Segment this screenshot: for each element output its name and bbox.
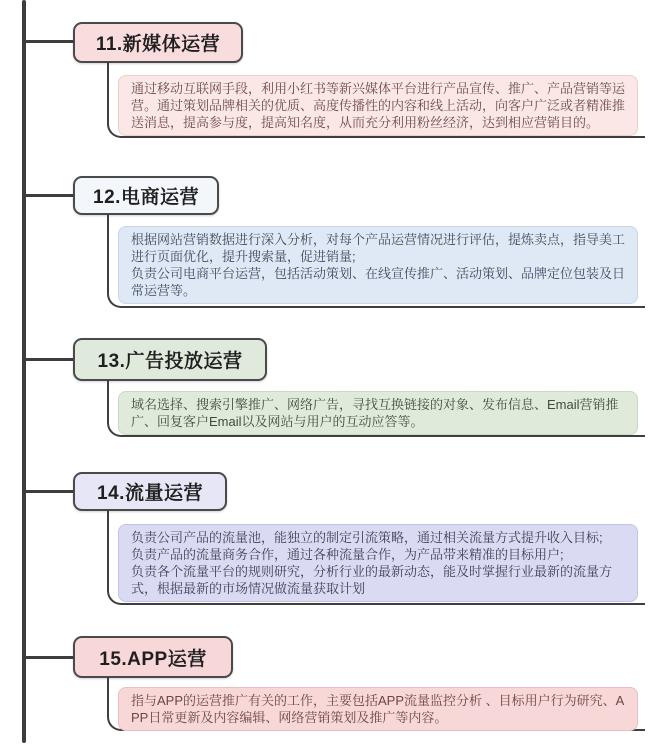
node-description-11[interactable] <box>118 75 638 136</box>
branch-line <box>24 656 77 659</box>
node-title-label: 11.新媒体运营 <box>95 34 221 55</box>
branch-line <box>24 194 77 197</box>
description-paragraph: 负责产品的流量商务合作，通过各种流量合作，为产品带来精准的目标用户; <box>131 547 564 562</box>
node-description-13[interactable] <box>118 391 638 435</box>
node-title-13[interactable] <box>73 338 267 381</box>
branch-line <box>24 358 77 361</box>
description-paragraph: 负责各个流量平台的规则研究，分析行业的最新动态，能及时掌握行业最新的流量方式，根据最新的市场情况做流量获取计划 <box>131 564 613 596</box>
description-paragraph: 域名选择、搜索引擎推广、网络广告，寻找互换链接的对象、发布信息、Email营销推广、回复客户Email以及网站与用户的互动应答等。 <box>131 397 619 429</box>
branch-line <box>24 40 77 43</box>
node-description-12[interactable] <box>118 226 638 304</box>
node-description-15[interactable] <box>118 687 638 731</box>
description-paragraph: 负责公司电商平台运营，包括活动策划、在线宣传推广、活动策划、品牌定位包装及日常运营等。 <box>131 266 626 298</box>
description-paragraph: 指与APP的运营推广有关的工作，主要包括APP流量监控分析 、目标用户行为研究、APP日常更新及内容编辑、网络营销策划及推广等内容。 <box>131 693 625 725</box>
node-title-12[interactable] <box>73 176 219 215</box>
node-title-label: 13.广告投放运营 <box>97 351 243 372</box>
node-title-label: 15.APP运营 <box>99 648 207 670</box>
node-title-11[interactable] <box>73 22 243 63</box>
description-paragraph: 通过移动互联网手段，利用小红书等新兴媒体平台进行产品宣传、推广、产品营销等运营。通过策划品牌相关的优质、高度传播性的内容和线上活动，向客户广泛或者精准推送消息，提高参与度，提高知名度，从而充分利用粉丝经济，达到相应营销目的。 <box>131 81 626 130</box>
branch-line <box>24 490 77 493</box>
description-paragraph: 负责公司产品的流量池，能独立的制定引流策略，通过相关流量方式提升收入目标; <box>131 530 603 545</box>
node-title-label: 14.流量运营 <box>97 483 203 504</box>
node-title-label: 12.电商运营 <box>93 187 199 208</box>
description-paragraph: 根据网站营销数据进行深入分析，对每个产品运营情况进行评估，提炼卖点，指导美工进行页面优化，提升搜索量，促进销量; <box>131 232 626 264</box>
node-description-14[interactable] <box>118 524 638 602</box>
trunk-line <box>22 0 26 743</box>
node-title-14[interactable] <box>73 472 227 511</box>
node-title-15[interactable] <box>73 636 233 678</box>
